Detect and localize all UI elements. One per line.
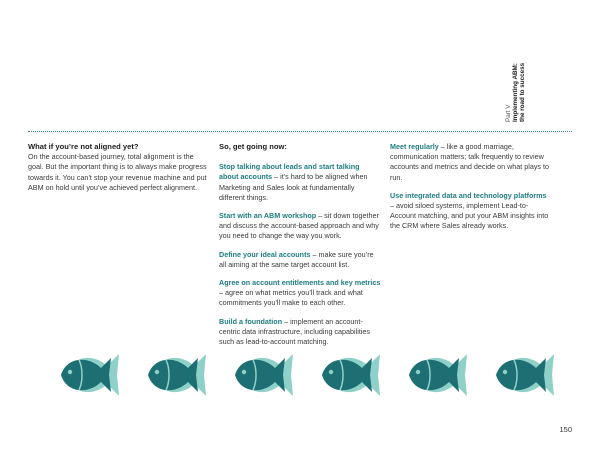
tip-item xyxy=(390,142,550,183)
tip-text: – make sure you’re all aiming at the same target account list. xyxy=(219,249,374,269)
fish-icon xyxy=(482,348,556,402)
tip-lead: Define your ideal accounts xyxy=(219,249,311,259)
tip-text: – like a good marriage, communication matters; talk frequently to review accounts and metrics and decide on what plays to run. xyxy=(390,142,550,182)
tip-text: – agree on what metrics you’ll track and what commitments you’ll make to each other. xyxy=(219,288,363,308)
tip-item xyxy=(390,191,550,232)
column-get-going xyxy=(219,142,381,355)
tip-text: – it’s hard to be aligned when Marketing and Sales look at fundamentally different things. xyxy=(219,172,368,202)
tip-lead: Build a foundation xyxy=(219,316,283,326)
section-title-line2: the road to success xyxy=(519,62,526,122)
tip-lead: Agree on account entitlements and key metrics xyxy=(219,278,381,288)
tip-lead: Meet regularly xyxy=(390,142,439,151)
fish-icon xyxy=(395,348,469,402)
tip-text: – implement an account-centric data infrastructure, including capabilities such as lead-to-account matching. xyxy=(219,316,371,347)
tip-item xyxy=(219,278,381,309)
intro-heading: What if you’re not aligned yet? xyxy=(28,142,139,151)
fish-icon xyxy=(308,348,382,402)
column-more-tips xyxy=(390,142,550,240)
fish-icon xyxy=(221,348,295,402)
column-intro xyxy=(28,142,210,201)
tip-item xyxy=(219,162,381,203)
intro-body: On the account-based journey, total alignment is the goal. But the important thing is to always make progress towards it. You can’t stop your revenue machine and put ABM on hold until you’ve achieved perfect alignment. xyxy=(28,152,207,192)
section-side-label xyxy=(505,52,526,122)
tip-lead: Use integrated data and technology platforms xyxy=(390,190,547,200)
page-number: 150 xyxy=(559,425,572,434)
tip-text: – sit down together and discuss the account-based approach and why you need to change the way you work. xyxy=(219,211,379,241)
tip-lead: Start with an ABM workshop xyxy=(219,211,317,221)
section-title-line1: Implementing ABM: xyxy=(512,63,519,122)
fish-icon xyxy=(47,348,121,402)
tip-item xyxy=(219,250,381,270)
get-going-heading: So, get going now: xyxy=(219,142,287,151)
fish-icon xyxy=(134,348,208,402)
dotted-divider xyxy=(28,131,572,132)
tip-item xyxy=(219,211,381,242)
tip-item xyxy=(219,317,381,348)
tip-lead: Stop talking about leads and start talking about accounts xyxy=(219,162,360,182)
part-label: Part V xyxy=(505,104,512,122)
tip-text: – avoid siloed systems, implement Lead-to-Account matching, and put your ABM insights into the CRM where Sales already works. xyxy=(390,201,549,231)
fish-illustration-row xyxy=(47,348,557,402)
